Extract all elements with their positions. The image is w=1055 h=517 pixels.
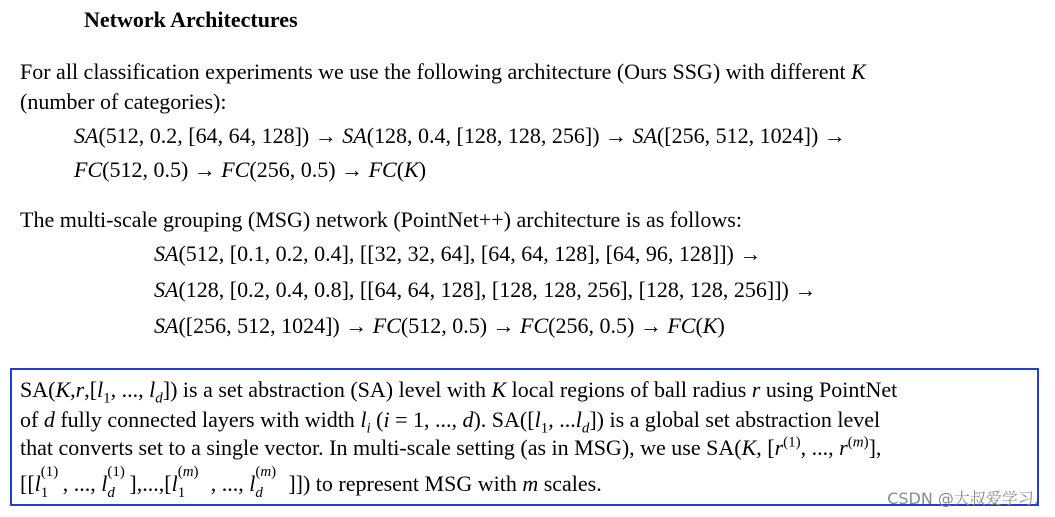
ssg-architecture-line-2: FC(512, 0.5) → FC(256, 0.5) → FC(K) — [74, 157, 427, 182]
definition-line-2: of d fully connected layers with width $l_i$ (i = 1, ..., d). $SA([l_1$, $...l_d$]) is a global set abstraction level — [20, 407, 881, 437]
watermark-text: CSDN @大叔爱学习. — [887, 489, 1039, 508]
msg-architecture-line-3: SA([256, 512, 1024]) → FC(512, 0.5) → FC(256, 0.5) → FC(K) — [154, 313, 725, 338]
definition-box — [10, 368, 1039, 506]
definition-line-3: that converts set to a single vector. In multi-scale setting (as in MSG), we use SA(K, [$r^{(1)}$, ..., $r^{(m)}$], — [20, 434, 882, 460]
msg-intro: The multi-scale grouping (MSG) network (PointNet++) architecture is as follows: — [20, 207, 742, 232]
intro-line-1: For all classification experiments we use the following architecture (Ours SSG) with different K — [20, 59, 866, 84]
definition-line-1: $SA(K,r,[l_1$, ..., $l_d$]) is a set abstraction (SA) level with K local regions of ball radius r using PointNet — [20, 377, 898, 407]
msg-architecture-line-2: SA(128, [0.2, 0.4, 0.8], [[64, 64, 128], [128, 128, 256], [128, 128, 256]]) → — [154, 277, 817, 302]
msg-architecture-line-1: SA(512, [0.1, 0.2, 0.4], [[32, 32, 64], [64, 64, 128], [64, 96, 128]]) → — [154, 241, 762, 266]
intro-line-2: (number of categories): — [20, 89, 227, 114]
section-heading: Network Architectures — [84, 7, 298, 32]
ssg-architecture-line-1: SA(512, 0.2, [64, 64, 128]) → SA(128, 0.4, [128, 128, 256]) → SA([256, 512, 1024]) → — [74, 123, 846, 148]
definition-line-4: [[l (1) 1 , ..., l (1) d ],...,[l (m) 1 , ..., l (m) d ]]) to represent MSG with m scales. — [20, 464, 602, 501]
